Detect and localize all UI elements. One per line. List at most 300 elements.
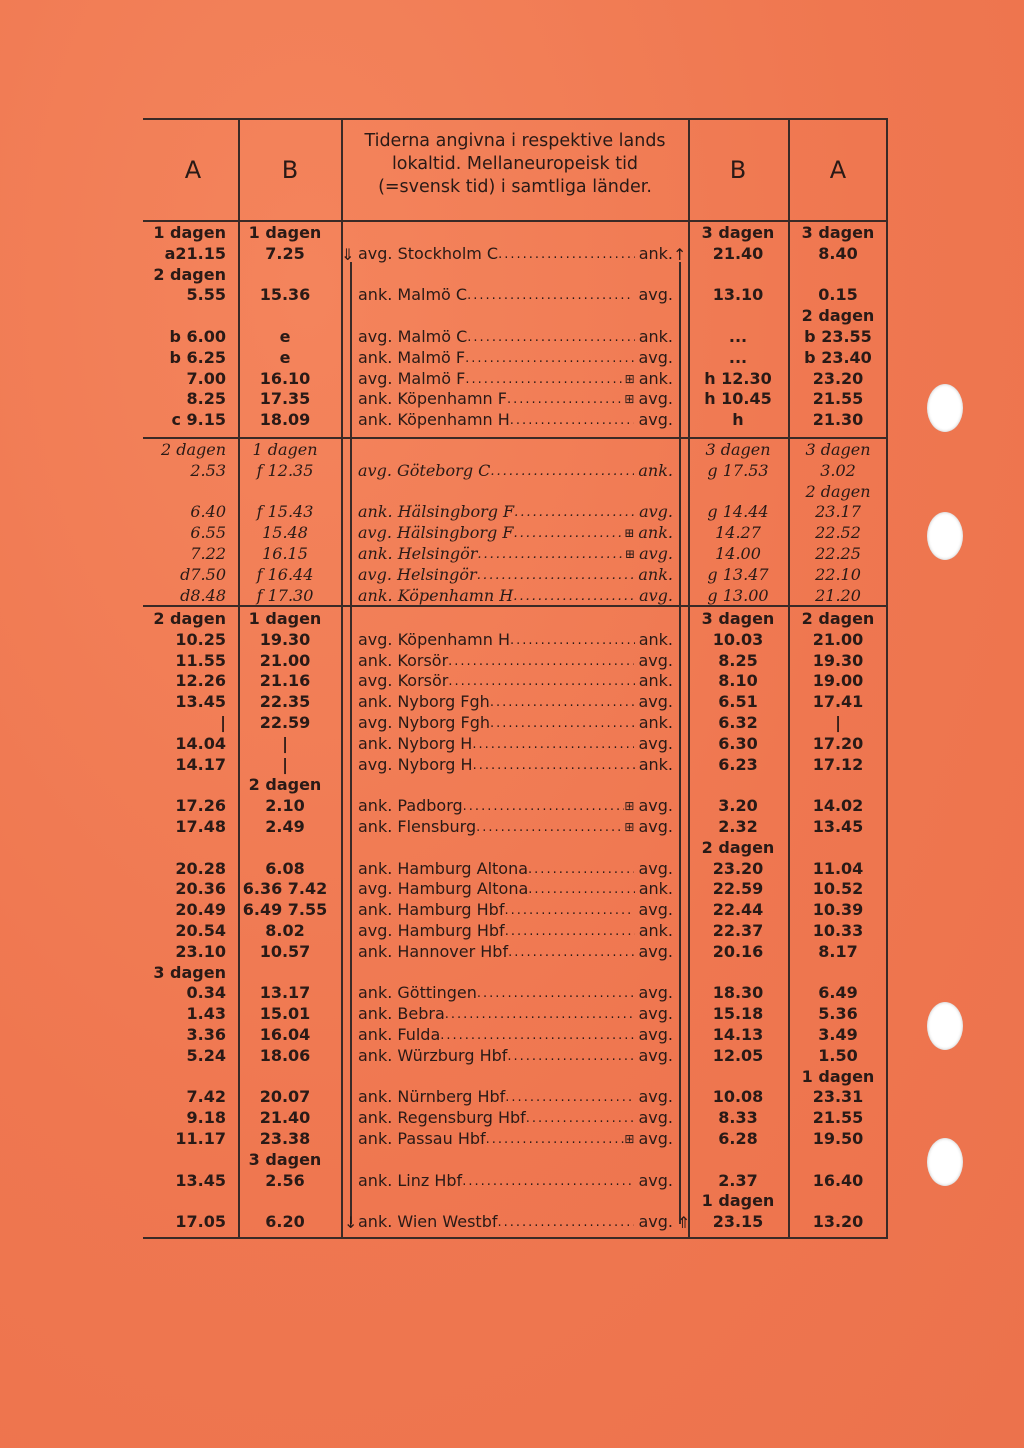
time-cell: 20.16 bbox=[712, 941, 764, 961]
time-cell: 11.04 bbox=[812, 858, 864, 878]
station-row bbox=[358, 734, 673, 755]
time-cell: g 14.44 bbox=[707, 502, 769, 522]
leader-dots bbox=[467, 285, 634, 306]
station-name: avg. Hamburg Hbf bbox=[358, 920, 505, 940]
time-cell: 20.49 bbox=[175, 900, 226, 920]
time-cell: 16.15 bbox=[262, 543, 308, 563]
time-cell bbox=[790, 1191, 886, 1212]
time-cell: 10.03 bbox=[712, 629, 764, 649]
time-cell: 9.18 bbox=[186, 1108, 226, 1128]
time-cell: h bbox=[732, 410, 744, 430]
station-row bbox=[358, 942, 673, 963]
time-cell: 14.17 bbox=[175, 754, 226, 774]
leader-dots bbox=[505, 921, 635, 942]
leader-dots bbox=[465, 348, 634, 369]
station-name: avg. Nyborg Fgh bbox=[358, 712, 491, 732]
leader-dots bbox=[513, 523, 624, 544]
time-cell: 1 dagen bbox=[252, 440, 318, 459]
header-bottom-border bbox=[143, 220, 888, 222]
column-b2 bbox=[690, 609, 786, 1233]
time-cell: 7.25 bbox=[265, 243, 305, 263]
time-cell bbox=[690, 265, 786, 286]
time-cell: 2.32 bbox=[718, 816, 758, 836]
station-name: ank. Helsingör bbox=[358, 543, 478, 563]
direction-label: avg. bbox=[638, 796, 673, 816]
station-name: ank. Passau Hbf bbox=[358, 1128, 486, 1148]
section-divider bbox=[143, 437, 888, 439]
time-cell: 23.20 bbox=[712, 858, 764, 878]
time-cell: 17.05 bbox=[175, 1212, 226, 1232]
time-cell: 13.45 bbox=[175, 1170, 226, 1190]
time-cell: 5.55 bbox=[186, 285, 226, 305]
column-b2 bbox=[690, 440, 786, 606]
station-row bbox=[358, 713, 673, 734]
time-cell: 6.20 bbox=[265, 1212, 305, 1232]
time-cell: b 23.55 bbox=[804, 326, 872, 346]
time-cell: 2 dagen bbox=[801, 609, 875, 628]
direction-label: avg. bbox=[638, 816, 673, 836]
station-name: avg. Malmö F bbox=[358, 368, 466, 388]
leader-dots bbox=[448, 651, 634, 672]
time-cell: 22.37 bbox=[712, 920, 764, 940]
time-cell: 8.17 bbox=[818, 941, 858, 961]
leader-dots bbox=[490, 713, 635, 734]
time-cell: 3 dagen bbox=[705, 440, 771, 459]
direction-label: avg. bbox=[638, 347, 673, 367]
time-cell: 23.31 bbox=[812, 1087, 864, 1107]
time-cell: 17.41 bbox=[812, 692, 864, 712]
station-name: ank. Göttingen bbox=[358, 983, 477, 1003]
time-cell: 10.39 bbox=[812, 900, 864, 920]
station-row bbox=[358, 838, 673, 859]
station-row bbox=[358, 1150, 673, 1171]
time-cell: 13.45 bbox=[812, 816, 864, 836]
time-cell: 12.26 bbox=[175, 671, 226, 691]
timezone-note bbox=[345, 130, 685, 199]
time-cell: 6.23 bbox=[718, 754, 758, 774]
time-cell: 23.20 bbox=[812, 368, 864, 388]
direction-label: ank. bbox=[638, 326, 673, 346]
station-row bbox=[358, 1067, 673, 1088]
direction-label: avg. bbox=[638, 389, 673, 409]
station-name: ank. Köpenhamn F bbox=[358, 389, 507, 409]
time-cell: 22.59 bbox=[259, 712, 311, 732]
column-a bbox=[148, 440, 228, 606]
arrow-down-icon: ⇓ bbox=[341, 245, 355, 264]
time-cell: 2.10 bbox=[265, 796, 305, 816]
station-name: ank. Bebra bbox=[358, 1004, 445, 1024]
station-name: ank. Hamburg Hbf bbox=[358, 900, 505, 920]
time-cell: 10.52 bbox=[812, 879, 864, 899]
time-cell: 13.17 bbox=[259, 983, 311, 1003]
time-cell: 6.32 bbox=[718, 712, 758, 732]
time-cell: 8.10 bbox=[718, 671, 758, 691]
station-name: ank. Padborg bbox=[358, 796, 463, 816]
time-cell: 2.37 bbox=[718, 1170, 758, 1190]
time-cell: 11.17 bbox=[175, 1128, 226, 1148]
time-cell: 8.25 bbox=[718, 650, 758, 670]
time-cell: 3 dagen bbox=[248, 1149, 322, 1169]
time-cell: 22.52 bbox=[815, 523, 861, 543]
time-cell: 21.40 bbox=[259, 1108, 311, 1128]
station-row bbox=[358, 502, 673, 523]
time-cell: 6.51 bbox=[718, 692, 758, 712]
time-cell bbox=[240, 1067, 330, 1088]
direction-label: avg. bbox=[638, 941, 673, 961]
station-row bbox=[358, 244, 673, 265]
time-cell: 22.44 bbox=[712, 900, 764, 920]
time-cell bbox=[790, 963, 886, 984]
direction-line bbox=[350, 262, 352, 1224]
leader-dots bbox=[507, 389, 624, 410]
station-row bbox=[358, 389, 673, 410]
time-cell: 2.53 bbox=[190, 460, 226, 480]
direction-label: ank. bbox=[638, 368, 673, 388]
station-name: avg. Nyborg H bbox=[358, 754, 473, 774]
direction-label: avg. bbox=[639, 502, 673, 522]
station-row bbox=[358, 1025, 673, 1046]
col-b-header: B bbox=[281, 156, 299, 184]
time-cell bbox=[690, 775, 786, 796]
time-cell: | bbox=[282, 754, 288, 774]
station-row bbox=[358, 285, 673, 306]
direction-label: avg. bbox=[638, 983, 673, 1003]
time-cell: 23.10 bbox=[175, 941, 226, 961]
punch-hole bbox=[927, 512, 963, 560]
time-cell: 7.42 bbox=[186, 1087, 226, 1107]
time-cell: 12.05 bbox=[712, 1045, 764, 1065]
time-cell: 23.15 bbox=[712, 1212, 764, 1232]
time-cell: 1 dagen bbox=[701, 1191, 775, 1211]
direction-label: avg. bbox=[638, 1004, 673, 1024]
station-row bbox=[358, 586, 673, 607]
column-a2 bbox=[790, 223, 886, 431]
time-cell: 17.48 bbox=[175, 816, 226, 836]
time-cell bbox=[148, 306, 228, 327]
direction-label: avg. bbox=[638, 1128, 673, 1148]
time-cell: b 6.25 bbox=[169, 347, 226, 367]
time-cell: 23.38 bbox=[259, 1128, 311, 1148]
time-cell: 22.10 bbox=[815, 564, 861, 584]
direction-label: ank. bbox=[638, 671, 673, 691]
time-cell bbox=[240, 1191, 330, 1212]
station-name: ank. Köpenhamn H bbox=[358, 410, 510, 430]
time-cell bbox=[148, 1191, 228, 1212]
leader-dots bbox=[510, 410, 635, 431]
customs-icon: ⊞ bbox=[624, 1131, 635, 1146]
time-cell: 18.30 bbox=[712, 983, 764, 1003]
customs-icon: ⊞ bbox=[624, 371, 635, 386]
station-row bbox=[358, 817, 673, 838]
time-cell: 10.33 bbox=[812, 920, 864, 940]
leader-dots bbox=[462, 1171, 634, 1192]
time-cell: d8.48 bbox=[180, 585, 226, 605]
time-cell: 1.43 bbox=[186, 1004, 226, 1024]
time-cell: 15.01 bbox=[259, 1004, 311, 1024]
time-cell bbox=[148, 1150, 228, 1171]
leader-dots bbox=[477, 565, 635, 586]
time-cell: 0.15 bbox=[818, 285, 858, 305]
time-cell: 6.08 bbox=[265, 858, 305, 878]
direction-label: ank. bbox=[638, 564, 673, 584]
direction-label: avg. bbox=[639, 543, 673, 563]
station-row bbox=[358, 755, 673, 776]
time-cell bbox=[690, 482, 786, 503]
direction-label: ank. bbox=[638, 920, 673, 940]
time-cell: 2 dagen bbox=[248, 775, 322, 795]
station-name: ank. Hälsingborg F bbox=[358, 502, 515, 522]
time-cell: 10.57 bbox=[259, 941, 311, 961]
col-divider bbox=[341, 120, 343, 1238]
time-cell: 2 dagen bbox=[153, 264, 226, 284]
time-cell: 14.00 bbox=[715, 543, 761, 563]
timezone-note-line: lokaltid. Mellaneuropeisk tid bbox=[391, 154, 639, 174]
column-st bbox=[358, 609, 673, 1233]
station-row bbox=[358, 1108, 673, 1129]
leader-dots bbox=[514, 502, 635, 523]
station-row bbox=[358, 348, 673, 369]
station-row bbox=[358, 1004, 673, 1025]
station-row bbox=[358, 369, 673, 390]
time-cell: 19.30 bbox=[259, 629, 311, 649]
leader-dots bbox=[528, 879, 634, 900]
station-row bbox=[358, 1171, 673, 1192]
time-cell: 16.40 bbox=[812, 1170, 864, 1190]
time-cell: c 9.15 bbox=[171, 410, 226, 430]
time-cell: 1 dagen bbox=[248, 223, 322, 242]
leader-dots bbox=[507, 1046, 634, 1067]
time-cell: 3 dagen bbox=[153, 962, 226, 982]
customs-icon: ⊞ bbox=[624, 392, 635, 407]
time-cell: 2 dagen bbox=[805, 481, 871, 501]
time-cell: 1.50 bbox=[818, 1045, 858, 1065]
time-cell: 6.49 bbox=[818, 983, 858, 1003]
time-cell bbox=[690, 963, 786, 984]
time-cell: 22.25 bbox=[815, 543, 861, 563]
time-cell: 13.10 bbox=[712, 285, 764, 305]
time-cell bbox=[690, 1067, 786, 1088]
station-row bbox=[358, 879, 673, 900]
time-cell: 17.26 bbox=[175, 796, 226, 816]
leader-dots bbox=[445, 1004, 635, 1025]
time-cell: 3.20 bbox=[718, 796, 758, 816]
station-name: ank. Nyborg H bbox=[358, 733, 473, 753]
time-cell: 21.55 bbox=[812, 1108, 864, 1128]
time-cell: 22.59 bbox=[712, 879, 764, 899]
leader-dots bbox=[490, 692, 635, 713]
time-cell: 1 dagen bbox=[248, 609, 322, 628]
time-cell: 15.36 bbox=[259, 285, 311, 305]
station-name: avg. Hamburg Altona bbox=[358, 879, 529, 899]
direction-label: ank. bbox=[638, 523, 673, 543]
time-cell: 3 dagen bbox=[801, 223, 875, 242]
time-cell: 10.25 bbox=[175, 629, 226, 649]
time-cell: g 13.00 bbox=[707, 585, 769, 605]
direction-label: ank. bbox=[638, 460, 673, 480]
time-cell bbox=[240, 306, 330, 327]
station-row bbox=[358, 565, 673, 586]
station-name: ank. Hamburg Altona bbox=[358, 858, 529, 878]
time-cell: 17.35 bbox=[259, 389, 311, 409]
station-name: ank. Nürnberg Hbf bbox=[358, 1087, 506, 1107]
column-st bbox=[358, 223, 673, 431]
time-cell bbox=[240, 265, 330, 286]
time-cell: 6.28 bbox=[718, 1128, 758, 1148]
time-cell: e bbox=[279, 326, 291, 346]
station-name: ank. Wien Westbf bbox=[358, 1212, 498, 1232]
leader-dots bbox=[440, 1025, 634, 1046]
station-row bbox=[358, 983, 673, 1004]
time-cell: 14.13 bbox=[712, 1024, 764, 1044]
direction-label: avg. bbox=[638, 1024, 673, 1044]
column-b bbox=[240, 223, 330, 431]
arrow-up-icon: ↑ bbox=[673, 245, 687, 264]
time-cell bbox=[690, 1150, 786, 1171]
time-cell bbox=[240, 963, 330, 984]
station-name: ank. Hannover Hbf bbox=[358, 941, 509, 961]
time-cell: 14.02 bbox=[812, 796, 864, 816]
station-row bbox=[358, 1129, 673, 1150]
punch-hole bbox=[927, 1138, 963, 1186]
arrow-up-icon: ⇑ bbox=[677, 1213, 691, 1232]
leader-dots bbox=[504, 900, 634, 921]
station-row bbox=[358, 1046, 673, 1067]
time-cell: 20.07 bbox=[259, 1087, 311, 1107]
station-row bbox=[358, 265, 673, 286]
time-cell: 21.16 bbox=[259, 671, 311, 691]
leader-dots bbox=[467, 327, 634, 348]
time-cell: 2 dagen bbox=[701, 837, 775, 857]
time-cell: 14.04 bbox=[175, 733, 226, 753]
punch-hole bbox=[927, 384, 963, 432]
leader-dots bbox=[463, 796, 625, 817]
time-cell: 3.36 bbox=[186, 1024, 226, 1044]
time-cell: d7.50 bbox=[180, 564, 226, 584]
time-cell: 21.30 bbox=[812, 410, 864, 430]
time-cell: 20.54 bbox=[175, 920, 226, 940]
time-cell: 16.10 bbox=[259, 368, 311, 388]
leader-dots bbox=[473, 755, 635, 776]
time-cell: 18.09 bbox=[259, 410, 311, 430]
direction-label: avg. bbox=[638, 1108, 673, 1128]
leader-dots bbox=[472, 734, 634, 755]
time-cell: 19.30 bbox=[812, 650, 864, 670]
timezone-note-line: Tiderna angivna i respektive lands bbox=[364, 131, 666, 151]
time-cell: 21.00 bbox=[259, 650, 311, 670]
station-row bbox=[358, 1191, 673, 1212]
column-a bbox=[148, 609, 228, 1233]
leader-dots bbox=[465, 369, 624, 390]
column-b2 bbox=[690, 223, 786, 431]
leader-dots bbox=[513, 586, 635, 607]
station-name: avg. Göteborg C bbox=[358, 460, 491, 480]
time-cell: h 10.45 bbox=[704, 389, 772, 409]
arrow-down-icon: ↓ bbox=[344, 1213, 358, 1232]
direction-label: avg. bbox=[638, 650, 673, 670]
station-row bbox=[358, 796, 673, 817]
column-st bbox=[358, 440, 673, 606]
col-a-header: A bbox=[184, 156, 202, 184]
leader-dots bbox=[508, 942, 634, 963]
time-cell: 2.56 bbox=[265, 1170, 305, 1190]
time-cell bbox=[790, 265, 886, 286]
station-name: avg. Malmö C bbox=[358, 326, 468, 346]
time-cell: ... bbox=[728, 347, 748, 367]
customs-icon: ⊞ bbox=[624, 799, 635, 814]
time-cell: g 13.47 bbox=[707, 564, 769, 584]
time-cell bbox=[790, 775, 886, 796]
station-name: ank. Linz Hbf bbox=[358, 1170, 463, 1190]
direction-label: ank. bbox=[638, 243, 673, 263]
time-cell: 21.00 bbox=[812, 629, 864, 649]
station-row bbox=[358, 1212, 673, 1233]
time-cell bbox=[790, 1150, 886, 1171]
time-cell: 2 dagen bbox=[153, 609, 226, 628]
leader-dots bbox=[528, 859, 634, 880]
time-cell: 8.33 bbox=[718, 1108, 758, 1128]
time-cell: | bbox=[220, 712, 226, 732]
time-cell: 3.49 bbox=[818, 1024, 858, 1044]
direction-label: avg. bbox=[638, 692, 673, 712]
time-cell: b 23.40 bbox=[804, 347, 872, 367]
direction-label: ank. bbox=[638, 629, 673, 649]
station-row bbox=[358, 671, 673, 692]
time-cell: f 16.44 bbox=[256, 564, 314, 584]
time-cell: 7.00 bbox=[186, 368, 226, 388]
direction-label: avg. bbox=[638, 1087, 673, 1107]
station-name: ank. Malmö C bbox=[358, 285, 468, 305]
time-cell: 17.12 bbox=[812, 754, 864, 774]
time-cell: 19.00 bbox=[812, 671, 864, 691]
column-a2 bbox=[790, 609, 886, 1233]
leader-dots bbox=[486, 1129, 625, 1150]
leader-dots bbox=[498, 1212, 635, 1233]
time-cell bbox=[690, 306, 786, 327]
station-name: ank. Köpenhamn H bbox=[358, 585, 514, 605]
time-cell: 6.49 7.55 bbox=[242, 900, 328, 920]
station-row bbox=[358, 461, 673, 482]
time-cell: 15.48 bbox=[262, 523, 308, 543]
time-cell: 13.20 bbox=[812, 1212, 864, 1232]
time-cell: 6.55 bbox=[190, 523, 226, 543]
time-cell bbox=[148, 838, 228, 859]
time-cell: 5.24 bbox=[186, 1045, 226, 1065]
time-cell: 6.40 bbox=[190, 502, 226, 522]
station-row bbox=[358, 482, 673, 503]
station-name: avg. Hälsingborg F bbox=[358, 523, 514, 543]
time-cell: 21.20 bbox=[815, 585, 861, 605]
time-cell: 1 dagen bbox=[801, 1066, 875, 1086]
col-b-right-header: B bbox=[729, 156, 747, 184]
station-row bbox=[358, 523, 673, 544]
direction-label: avg. bbox=[639, 585, 673, 605]
station-name: ank. Malmö F bbox=[358, 347, 466, 367]
time-cell: 21.55 bbox=[812, 389, 864, 409]
time-cell: 10.08 bbox=[712, 1087, 764, 1107]
time-cell bbox=[148, 482, 228, 503]
leader-dots bbox=[448, 671, 634, 692]
time-cell: 20.36 bbox=[175, 879, 226, 899]
direction-label: avg. bbox=[638, 410, 673, 430]
station-row bbox=[358, 440, 673, 461]
time-cell: 18.06 bbox=[259, 1045, 311, 1065]
direction-label: avg. bbox=[638, 858, 673, 878]
customs-icon: ⊞ bbox=[624, 526, 635, 541]
time-cell bbox=[148, 775, 228, 796]
time-cell: 21.40 bbox=[712, 243, 764, 263]
time-cell: 11.55 bbox=[175, 650, 226, 670]
station-name: avg. Helsingör bbox=[358, 564, 477, 584]
